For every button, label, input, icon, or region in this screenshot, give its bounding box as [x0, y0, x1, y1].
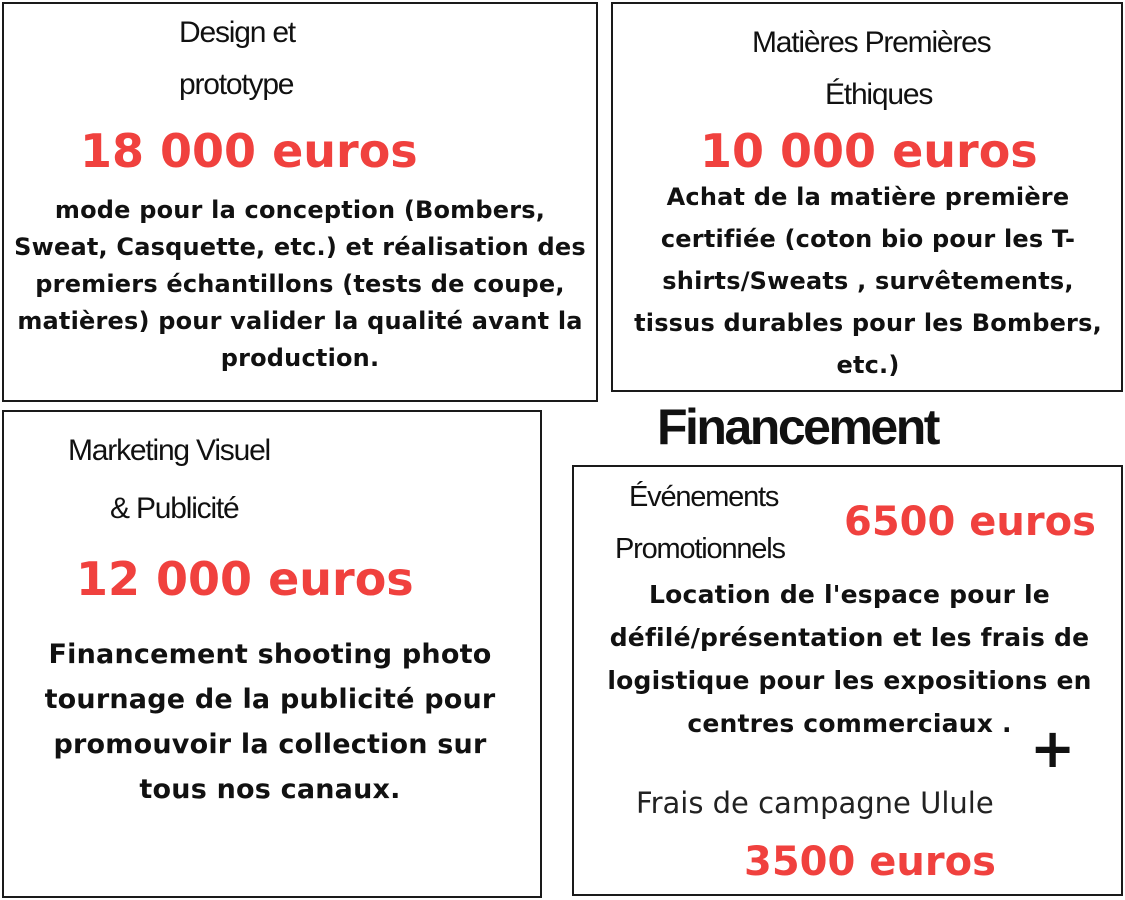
page-title: Financement	[657, 399, 938, 455]
design-description: mode pour la conception (Bombers, Sweat, Casquette, etc.) et réalisation des premiers échantillons (tests de coupe, matières) pour valider la qualité avant la production.	[14, 196, 586, 372]
marketing-box	[2, 410, 542, 898]
events-heading-line2: Promotionnels	[615, 533, 785, 565]
events-amount: 6500 euros	[844, 499, 1096, 545]
ulule-campaign-label: Frais de campagne Ulule	[636, 786, 994, 820]
marketing-heading-line1: Marketing Visuel	[68, 434, 271, 467]
marketing-description: Financement shooting photo tournage de la publicité pour promouvoir la collection sur tous nos canaux.	[44, 639, 496, 805]
materials-amount: 10 000 euros	[700, 124, 1038, 178]
materials-heading-line2: Éthiques	[825, 78, 933, 111]
design-heading-line1: Design et	[179, 16, 295, 49]
events-box	[572, 465, 1123, 896]
materials-box	[611, 2, 1123, 392]
materials-heading-line1: Matières Premières	[752, 26, 991, 59]
marketing-amount: 12 000 euros	[76, 552, 414, 606]
design-amount: 18 000 euros	[80, 124, 418, 178]
events-description: Location de l'espace pour le défilé/présentation et les frais de logistique pour les expositions en centres commerciaux .	[607, 580, 1092, 738]
materials-description: Achat de la matière première certifiée (coton bio pour les T-shirts/Sweats , survêtements, tissus durables pour les Bombers, etc.)	[634, 183, 1102, 379]
plus-sign: +	[1030, 717, 1076, 780]
design-heading-line2: prototype	[179, 68, 294, 101]
events-heading-line1: Événements	[629, 481, 779, 513]
marketing-heading-line2: & Publicité	[110, 492, 239, 525]
design-box	[2, 2, 598, 402]
ulule-amount: 3500 euros	[744, 839, 996, 885]
